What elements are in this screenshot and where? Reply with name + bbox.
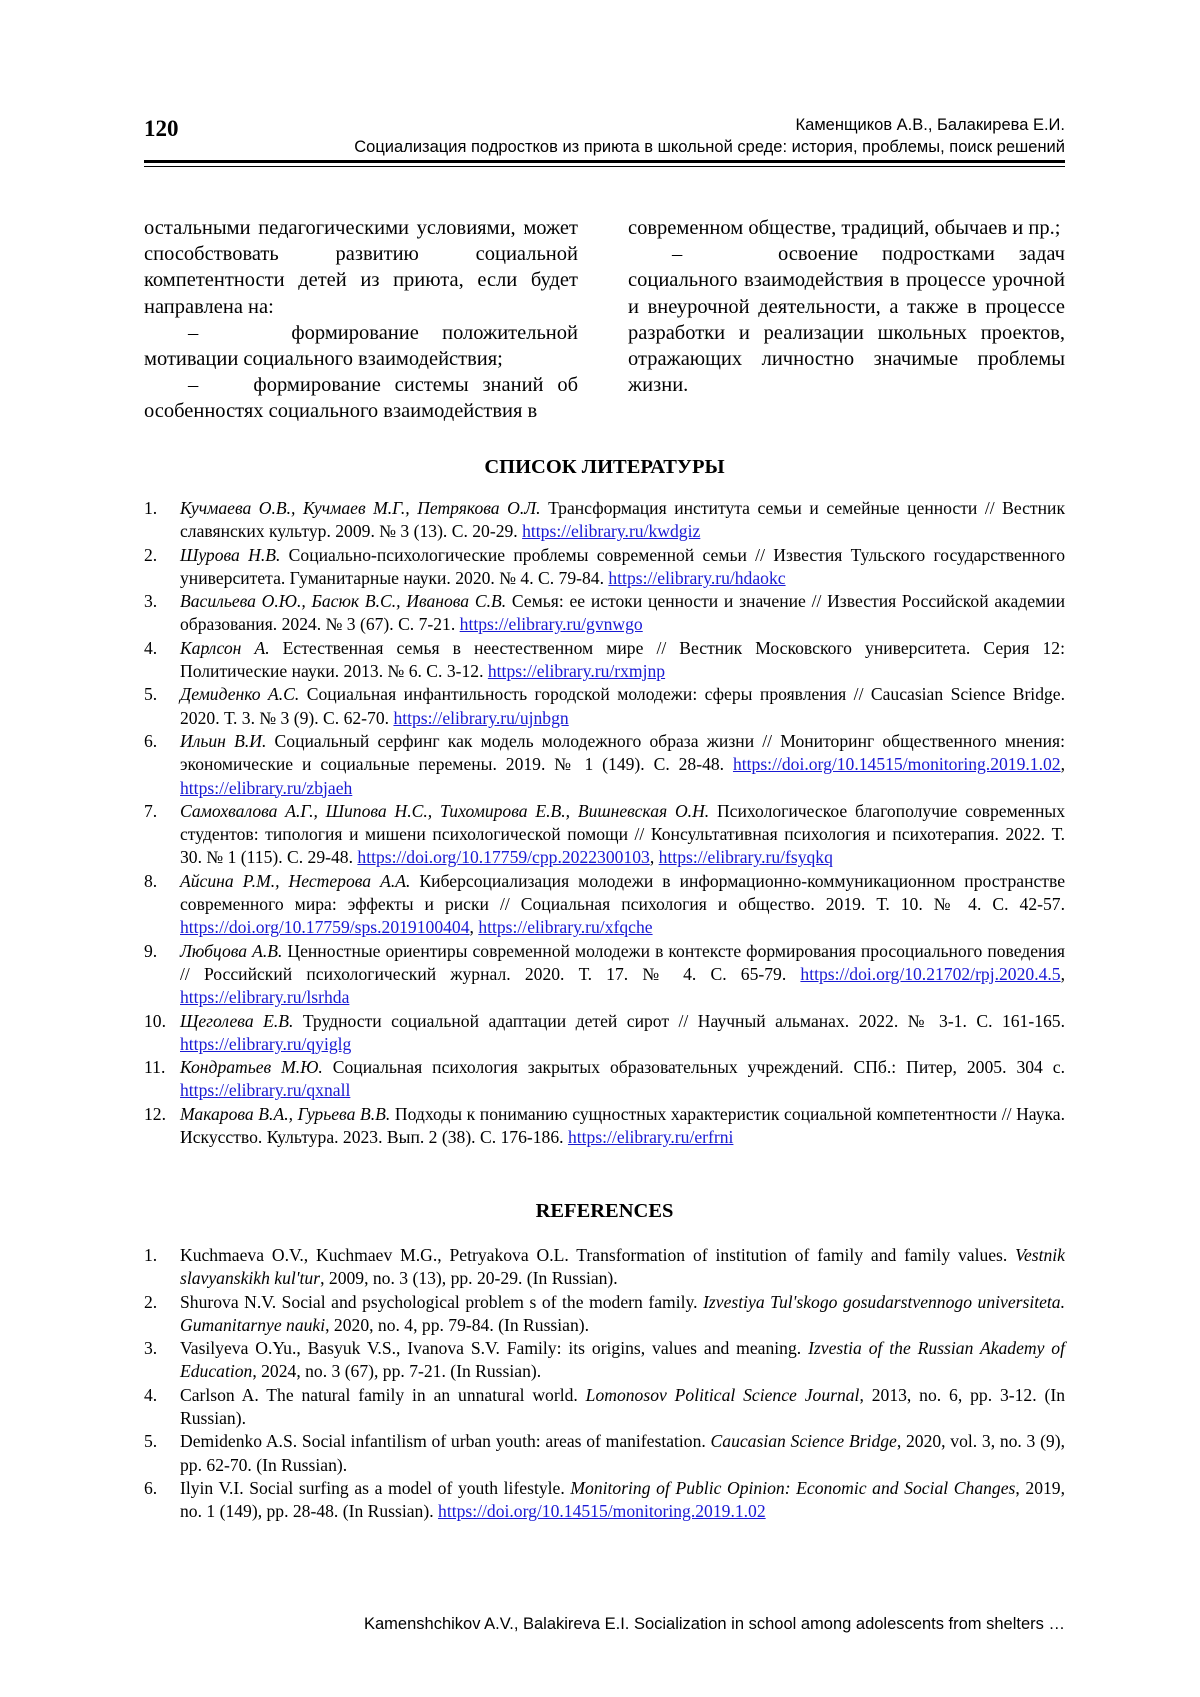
reference-number: 5. bbox=[144, 1431, 158, 1452]
reference-text: Психологическое благополучие современных студентов: типология и мишени психологической помощи // Консультативная психология и психотерапия. 2022. Т. 30. № 1 (115). С. 29-48. bbox=[180, 800, 1065, 868]
reference-item bbox=[144, 1291, 1065, 1338]
reference-item bbox=[144, 1010, 1065, 1057]
reference-link[interactable]: https://elibrary.ru/ujnbgn bbox=[393, 707, 569, 728]
reference-item bbox=[144, 683, 1065, 730]
reference-journal: Monitoring of Public Opinion: Economic and Social Changes bbox=[570, 1477, 1016, 1498]
reference-number: 2. bbox=[144, 544, 158, 565]
reference-number: 6. bbox=[144, 1477, 158, 1498]
reference-text: Киберсоциализация молодежи в информационно-коммуникационном пространстве современного мира: эффекты и риски // Социальная психология и общество. 2019. Т. 10. № 4. С. 42-57. bbox=[180, 870, 1065, 915]
reference-text: Kuchmaeva O.V., Kuchmaev M.G., Petryakova O.L. Transformation of institution of family and family values. bbox=[180, 1245, 1016, 1265]
reference-number: 10. bbox=[144, 1010, 166, 1031]
reference-text: Социально-психологические проблемы современной семьи // Известия Тульского государственного университета. Гуманитарные науки. 2020. № 4. С. 79-84. bbox=[180, 544, 1065, 588]
reference-link[interactable]: https://elibrary.ru/erfrni bbox=[567, 1127, 734, 1148]
reference-link[interactable]: https://elibrary.ru/qxnall bbox=[180, 1080, 351, 1101]
reference-text: Vasilyeva O.Yu., Basyuk V.S., Ivanova S.V. Family: its origins, values and meaning. bbox=[180, 1338, 809, 1359]
reference-text: Трудности социальной адаптации детей сирот // Научный альманах. 2022. № 3-1. С. 161-165. bbox=[293, 1010, 1065, 1031]
reference-link[interactable]: https://doi.org/10.14515/monitoring.2019.1.02 bbox=[732, 754, 1061, 775]
reference-item bbox=[144, 1244, 1065, 1291]
reference-authors: Ильин В.И. bbox=[180, 730, 267, 751]
header-title: Социализация подростков из приюта в школьной среде: история, проблемы, поиск решений bbox=[354, 138, 1065, 156]
reference-authors: Васильева О.Ю., Басюк В.С., Иванова С.В. bbox=[180, 591, 507, 612]
reference-details: , 2009, no. 3 (13), pp. 20-29. (In Russian). bbox=[320, 1268, 618, 1289]
reference-separator: , bbox=[649, 847, 659, 868]
reference-authors: Самохвалова А.Г., Шипова Н.С., Тихомирова Е.В., Вишневская О.Н. bbox=[180, 800, 710, 821]
reference-journal: Vestnik slavyanskikh kul'tur bbox=[180, 1245, 1065, 1289]
reference-link[interactable]: https://elibrary.ru/gvnwgo bbox=[459, 614, 643, 635]
reference-item bbox=[144, 730, 1065, 800]
reference-details: , 2024, no. 3 (67), pp. 7-21. (In Russian). bbox=[252, 1361, 542, 1382]
reference-journal: Caucasian Science Bridge bbox=[710, 1431, 897, 1452]
reference-separator: , bbox=[1060, 963, 1065, 984]
reference-authors: Щеголева Е.В. bbox=[180, 1010, 294, 1031]
reference-text: Shurova N.V. Social and psychological problem s of the modern family. bbox=[180, 1291, 704, 1312]
reference-details: , 2020, no. 4, pp. 79-84. (In Russian). bbox=[325, 1314, 590, 1335]
reference-number: 11. bbox=[144, 1057, 166, 1078]
reference-number: 1. bbox=[144, 1245, 158, 1265]
reference-link[interactable]: https://doi.org/10.21702/rpj.2020.4.5 bbox=[800, 963, 1061, 984]
reference-item bbox=[144, 1337, 1065, 1384]
reference-separator: , bbox=[1060, 754, 1065, 775]
header-rule-thick bbox=[144, 160, 1065, 163]
reference-text: Семья: ее истоки ценности и значение // Известия Российской академии образования. 2024. № 3 (67). С. 7-21. bbox=[180, 591, 1065, 635]
reference-details: , 2020, vol. 3, no. 3 (9), pp. 62-70. (In Russian). bbox=[180, 1431, 1065, 1475]
reference-number: 3. bbox=[144, 591, 158, 612]
reference-authors: Демиденко А.С. bbox=[180, 684, 300, 705]
references-en-title: REFERENCES bbox=[535, 1200, 674, 1222]
reference-link[interactable]: https://elibrary.ru/zbjaeh bbox=[180, 777, 353, 798]
body-list-item: – формирование положительной мотивации социального взаимодействия; bbox=[144, 321, 578, 371]
reference-number: 9. bbox=[144, 940, 158, 961]
reference-authors: Кондратьев М.Ю. bbox=[180, 1057, 323, 1078]
page-number: 120 bbox=[144, 116, 179, 141]
body-paragraph: остальными педагогическими условиями, может способствовать развитию социальной компетентности детей из приюта, если будет направлена на: bbox=[144, 217, 578, 318]
reference-authors: Карлсон А. bbox=[180, 637, 270, 658]
reference-journal: Izvestia of the Russian Akademy of Education bbox=[180, 1338, 1065, 1382]
reference-item bbox=[144, 1384, 1065, 1431]
reference-separator: , bbox=[469, 917, 479, 938]
body-list-item: – освоение подростками задач социального взаимодействия в процессе урочной и внеурочной деятельности, а также в процессе разработки и реализации школьных проектов, отражающих личностно значимые проблемы жизни. bbox=[628, 243, 1065, 397]
reference-item bbox=[144, 800, 1065, 870]
references-ru-list bbox=[144, 497, 1065, 1149]
reference-number: 5. bbox=[144, 684, 158, 705]
references-ru-title: СПИСОК ЛИТЕРАТУРЫ bbox=[484, 456, 725, 478]
reference-text: Ценностные ориентиры современной молодежи в контексте формирования просоциального поведения // Российский психологический журнал. 2020. Т. 17. № 4. С. 65-79. bbox=[180, 940, 1065, 984]
reference-link[interactable]: https://elibrary.ru/fsyqkq bbox=[658, 847, 833, 868]
reference-text: Социальный серфинг как модель молодежного образа жизни // Мониторинг общественного мнения: экономические и социальные перемены. 2019. № 1 (149). С. 28-48. bbox=[180, 730, 1066, 775]
body-column-right bbox=[628, 215, 1065, 398]
reference-text: Естественная семья в неестественном мире // Вестник Московского университета. Серия 12: Политические науки. 2013. № 6. С. 3-12. bbox=[180, 637, 1065, 682]
reference-number: 3. bbox=[144, 1338, 158, 1359]
reference-item bbox=[144, 590, 1065, 637]
reference-number: 2. bbox=[144, 1291, 158, 1312]
reference-text: Carlson A. The natural family in an unnatural world. bbox=[180, 1384, 586, 1405]
reference-details: , 2013, no. 6, pp. 3-12. (In Russian). bbox=[180, 1384, 1065, 1429]
reference-number: 4. bbox=[144, 637, 158, 658]
reference-text: Социальная инфантильность городской молодежи: сферы проявления // Caucasian Science Bridge. 2020. Т. 3. № 3 (9). С. 62-70. bbox=[180, 684, 1065, 728]
reference-link[interactable]: https://doi.org/10.17759/cpp.2022300103 bbox=[357, 847, 650, 868]
reference-authors: Кучмаева О.В., Кучмаев М.Г., Петрякова О.Л. bbox=[180, 498, 541, 518]
reference-item bbox=[144, 1430, 1065, 1477]
reference-item bbox=[144, 497, 1065, 544]
reference-link[interactable]: https://elibrary.ru/lsrhda bbox=[180, 987, 350, 1008]
reference-link[interactable]: https://doi.org/10.17759/sps.2019100404 bbox=[180, 917, 470, 938]
reference-link[interactable]: https://elibrary.ru/qyiglg bbox=[180, 1033, 352, 1054]
reference-item bbox=[144, 637, 1065, 684]
reference-link[interactable]: https://elibrary.ru/xfqche bbox=[478, 917, 653, 938]
reference-number: 8. bbox=[144, 870, 158, 891]
reference-link[interactable]: https://elibrary.ru/hdaokc bbox=[608, 567, 786, 588]
body-column-left bbox=[144, 215, 578, 425]
reference-number: 7. bbox=[144, 800, 158, 821]
reference-authors: Шурова Н.В. bbox=[180, 544, 281, 565]
reference-item bbox=[144, 870, 1065, 940]
reference-authors: Любцова А.В. bbox=[180, 940, 283, 961]
reference-number: 1. bbox=[144, 498, 158, 518]
body-paragraph: современном обществе, традиций, обычаев и пр.; bbox=[628, 217, 1061, 239]
reference-number: 6. bbox=[144, 730, 158, 751]
reference-link[interactable]: https://elibrary.ru/rxmjnp bbox=[487, 661, 666, 682]
reference-link[interactable]: https://doi.org/10.14515/monitoring.2019.1.02 bbox=[438, 1501, 766, 1522]
reference-authors: Макарова В.А., Гурьева В.В. bbox=[180, 1103, 391, 1124]
reference-link[interactable]: https://elibrary.ru/kwdgiz bbox=[522, 521, 701, 542]
reference-journal: Izvestiya Tul'skogo gosudarstvennogo universiteta. Gumanitarnye nauki bbox=[180, 1291, 1065, 1335]
reference-authors: Айсина Р.М., Нестерова А.А. bbox=[180, 870, 411, 891]
header-rule-thin bbox=[144, 166, 1065, 167]
reference-text: Demidenko A.S. Social infantilism of urban youth: areas of manifestation. bbox=[180, 1431, 711, 1452]
reference-number: 12. bbox=[144, 1103, 166, 1124]
running-header bbox=[354, 114, 1065, 158]
references-en-list bbox=[144, 1244, 1065, 1524]
header-authors: Каменщиков А.В., Балакирева Е.И. bbox=[795, 116, 1065, 134]
reference-item bbox=[144, 1477, 1065, 1524]
reference-text: Социальная психология закрытых образовательных учреждений. СПб.: Питер, 2005. 304 с. bbox=[322, 1057, 1066, 1078]
reference-details: , 2019, no. 1 (149), pp. 28-48. (In Russian). bbox=[180, 1477, 1065, 1522]
reference-text: Ilyin V.I. Social surfing as a model of youth lifestyle. bbox=[180, 1477, 571, 1498]
reference-item bbox=[144, 544, 1065, 591]
reference-item bbox=[144, 940, 1065, 1010]
reference-number: 4. bbox=[144, 1384, 158, 1405]
reference-text: Трансформация института семьи и семейные ценности // Вестник славянских культур. 2009. № 3 (13). С. 20-29. bbox=[180, 498, 1066, 542]
reference-item bbox=[144, 1056, 1065, 1103]
running-footer: Kamenshchikov A.V., Balakireva E.I. Socialization in school among adolescents from shelters … bbox=[364, 1615, 1065, 1633]
body-list-item: – формирование системы знаний об особенностях социального взаимодействия в bbox=[144, 374, 578, 423]
reference-text: Подходы к пониманию сущностных характеристик социальной компетентности // Наука. Искусство. Культура. 2023. Вып. 2 (38). С. 176-186. bbox=[180, 1103, 1065, 1148]
reference-journal: Lomonosov Political Science Journal bbox=[585, 1384, 860, 1405]
reference-item bbox=[144, 1103, 1065, 1150]
